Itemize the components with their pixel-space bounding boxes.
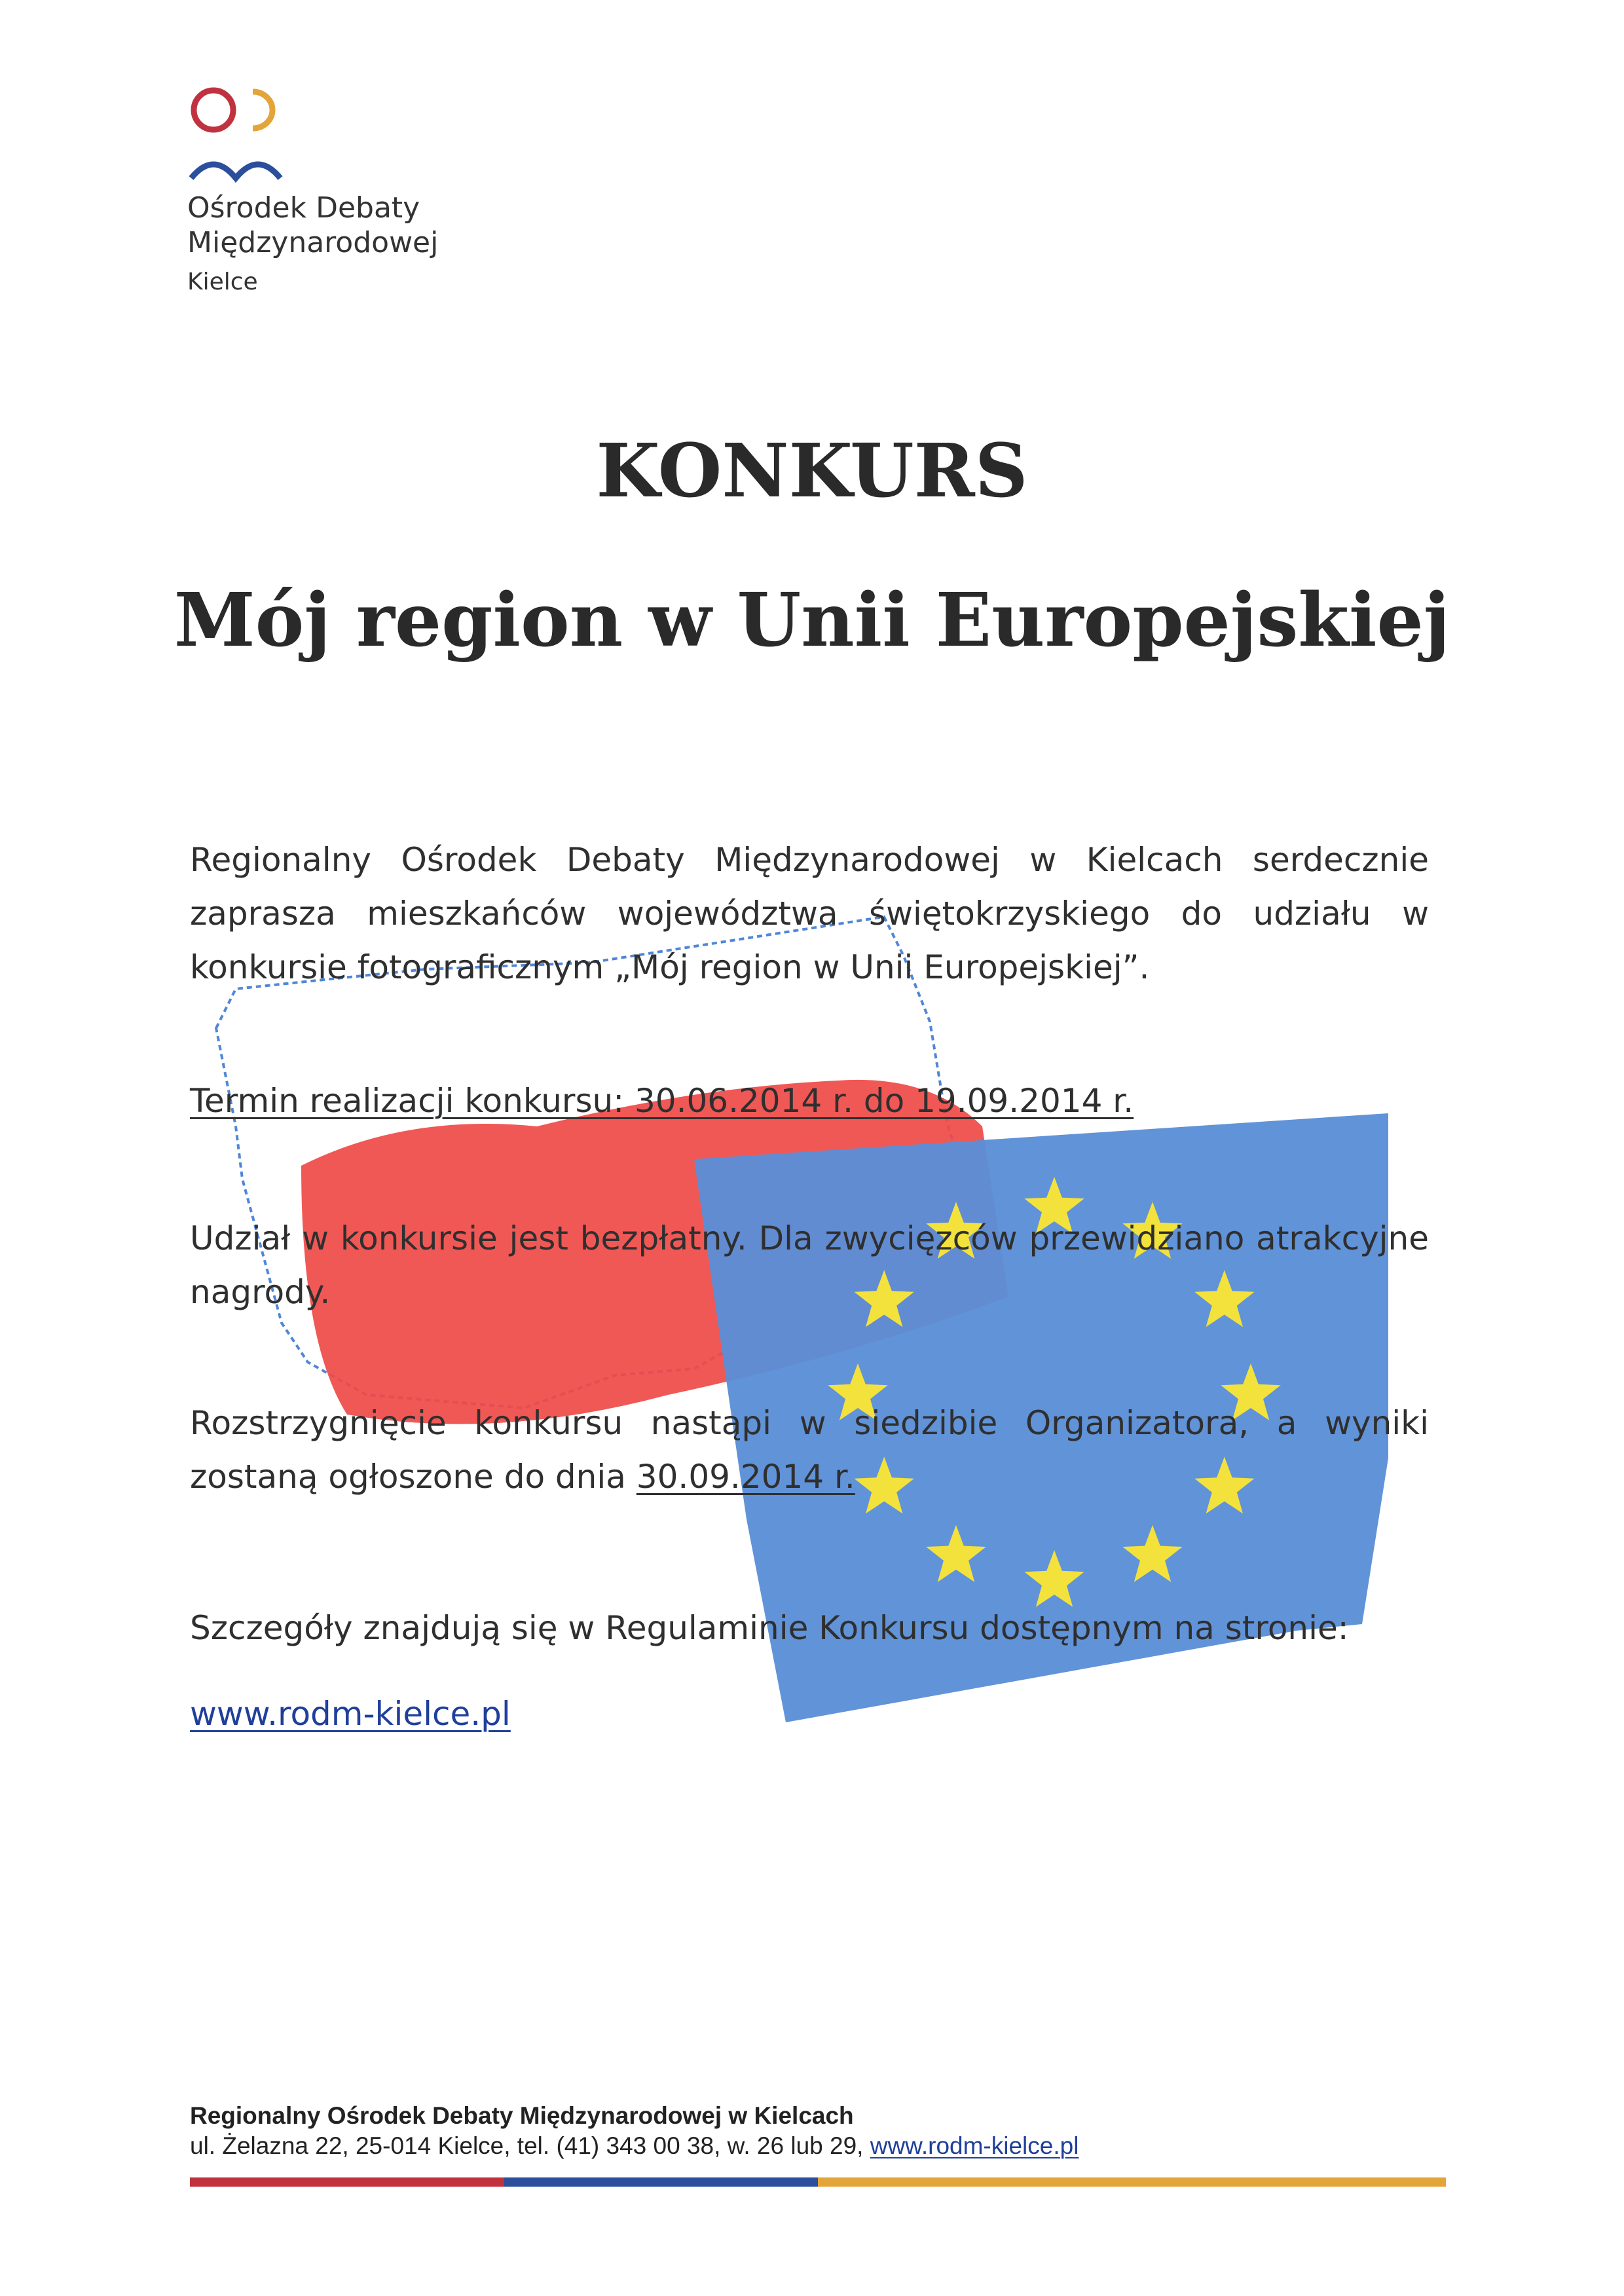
footer-address [190,2131,1079,2161]
logo-org-name-line2: Międzynarodowej [187,226,439,259]
footer-org-name: Regionalny Ośrodek Debaty Międzynarodowej w Kielcach [190,2102,854,2129]
page-title: KONKURS [596,428,1028,514]
term-paragraph [190,1074,1429,1128]
intro-paragraph: Regionalny Ośrodek Debaty Międzynarodowej w Kielcach serdecznie zaprasza mieszkańców województwa świętokrzyskiego do udziału w konkursie fotograficznym „Mój region w Unii Europejskiej”. [190,841,1429,986]
results-paragraph [190,1396,1429,1504]
website-link[interactable]: www.rodm-kielce.pl [190,1695,511,1733]
footer-address-text: ul. Żelazna 22, 25-014 Kielce, tel. (41) 343 00 38, w. 26 lub 29, [190,2132,870,2159]
odm-logo-mark [187,85,305,183]
footer-bar-gold [818,2177,1446,2187]
page-subtitle: Mój region w Unii Europejskiej [174,578,1450,663]
details-paragraph: Szczegóły znajdują się w Regulaminie Konkursu dostępnym na stronie: [190,1609,1349,1647]
footer-website-link[interactable]: www.rodm-kielce.pl [870,2132,1079,2159]
footer-bar-red [190,2177,504,2187]
footer-bar-blue [504,2177,819,2187]
participation-paragraph: Udział w konkursie jest bezpłatny. Dla zwycięzców przewidziano atrakcyjne nagrody. [190,1219,1429,1311]
results-date: 30.09.2014 r. [636,1458,855,1496]
logo-city: Kielce [187,268,258,295]
logo-org-name-line1: Ośrodek Debaty [187,191,420,225]
results-text: Rozstrzygnięcie konkursu nastąpi w siedzibie Organizatora, a wyniki zostaną ogłoszone do dnia [190,1404,1429,1496]
term-text: Termin realizacji konkursu: 30.06.2014 r. do 19.09.2014 r. [190,1082,1134,1120]
footer-color-bar [190,2177,1446,2187]
website-link-line [190,1687,1429,1741]
